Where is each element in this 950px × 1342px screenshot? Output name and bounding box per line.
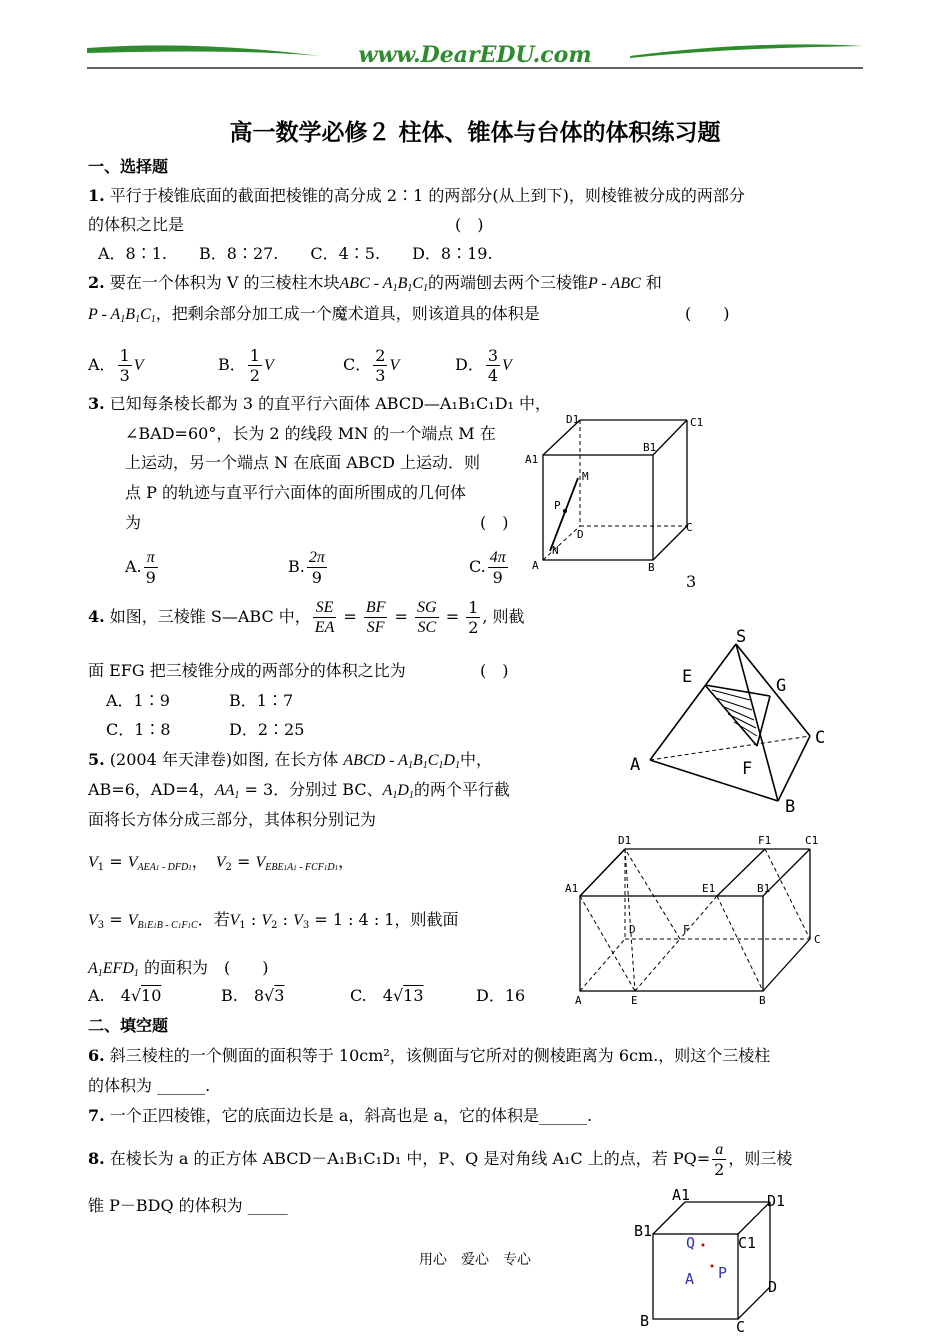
q5-figure — [565, 826, 830, 1006]
fig5-label-d: D — [629, 923, 636, 936]
fig8-label-p: P — [718, 1264, 728, 1282]
section-heading-fill: 二、填空题 — [88, 1016, 169, 1035]
fig5-label-b: B — [759, 994, 766, 1006]
q4-option-a: A．1∶9 — [106, 691, 170, 710]
q3-extra: 3 — [686, 572, 697, 591]
q4-figure — [620, 628, 840, 823]
fig8-label-a: A — [685, 1270, 695, 1288]
fig4-label-c: C — [815, 728, 826, 748]
fig3-label-p: P — [554, 499, 561, 512]
fig8-label-b1: B1 — [634, 1222, 653, 1240]
q2-paren: ( ) — [685, 304, 730, 323]
q1-options: A．8∶1. B．8∶27. C．4∶5. D．8∶19. — [98, 244, 493, 263]
fig8-label-q: Q — [686, 1234, 696, 1252]
q3-line4: 点 P 的轨迹与直平行六面体的面所围成的几何体 — [125, 483, 466, 502]
fig5-label-d1: D1 — [618, 834, 632, 847]
section-heading-choice: 一、选择题 — [88, 157, 169, 176]
header-banner — [85, 36, 865, 72]
fig3-label-a1: A1 — [525, 453, 539, 466]
q4-paren: ( ) — [480, 661, 509, 680]
fig4-label-f: F — [742, 759, 753, 779]
fig3-label-b1: B1 — [643, 441, 657, 454]
q4-option-b: B．1∶7 — [229, 691, 294, 710]
fig8-label-c1: C1 — [738, 1234, 757, 1252]
page-title: 高一数学必修２ 柱体、锥体与台体的体积练习题 — [229, 119, 721, 146]
q3-figure — [520, 408, 710, 574]
q8-line2: 锥 P－BDQ 的体积为 _____ — [88, 1196, 288, 1215]
q2-prism-name: ABC - $A_1B_1C_1$ — [339, 275, 429, 294]
fig3-label-d: D — [577, 528, 584, 541]
q5-options: A. 4√10 B. 8√3 C. 4√13 D．16 — [88, 986, 526, 1005]
fig5-label-a: A — [575, 994, 582, 1006]
fig5-label-f1: F1 — [758, 834, 772, 847]
fig8-label-a1: A1 — [672, 1186, 691, 1204]
page-footer: 用心 爱心 专心 — [419, 1252, 531, 1268]
q5-area: $A_1EFD_1$ 的面积为 ( ) — [88, 958, 269, 979]
fig4-label-g: G — [776, 676, 787, 696]
fig3-label-b: B — [648, 561, 655, 574]
q7-line: 7. 一个正四棱锥，它的底面边长是 a，斜高也是 a，它的体积是______. — [88, 1106, 593, 1125]
fig5-label-e: E — [631, 994, 638, 1006]
fig3-label-a: A — [532, 559, 539, 572]
q3-line5: 为 — [125, 513, 142, 532]
fig3-label-m: M — [582, 470, 589, 483]
q3-options: A. $\frac{\pi}{9}$ B. $\frac{2\pi}{9}$ C. $\frac{4\pi}{9}$ — [125, 549, 506, 587]
fig5-label-f: F — [683, 923, 690, 936]
q4-line1: 4. 如图，三棱锥 S—ABC 中， $\frac{SE}{EA}$ = $\frac{BF}{SF}$ = $\frac{SG}{SC}$ = $\frac{1}{2}$ , 则截 — [88, 598, 525, 637]
fig3-label-c: C — [686, 521, 693, 534]
q1-line1: 1. 平行于棱锥底面的截面把棱锥的高分成 2∶1 的两部分(从上到下)，则棱锥被分成的两部分 — [88, 186, 745, 205]
q5-line3: 面将长方体分成三部分，其体积分别记为 — [88, 810, 377, 829]
q4-option-d: D．2∶25 — [229, 720, 305, 739]
q4-option-c: C．1∶8 — [106, 720, 171, 739]
q3-line3: 上运动，另一个端点 N 在底面 ABCD 上运动．则 — [125, 453, 481, 472]
fig8-label-b: B — [640, 1312, 650, 1330]
q3-line1: 3. 已知每条棱长都为 3 的直平行六面体 ABCD—A₁B₁C₁D₁ 中， — [88, 394, 552, 413]
q2-line2: P - $A_1B_1C_1$，把剩余部分加工成一个魔术道具，则该道具的体积是 — [88, 304, 540, 325]
q5-line2: AB=6，AD=4，$AA_1 = 3$．分别过 BC、$A_1D_1$的两个平行截 — [88, 780, 510, 801]
fig8-label-c: C — [736, 1318, 746, 1336]
fig5-label-c: C — [814, 933, 821, 946]
fig5-label-c1: C1 — [805, 834, 819, 847]
q2-options: A． $\frac{1}{3}$ V B． $\frac{1}{2}$ V C． $\frac{2}{3}$ V D． $\frac{3}{4}$ V — [88, 346, 512, 385]
fig4-label-a: A — [630, 755, 641, 775]
q4-line2: 面 EFG 把三棱锥分成的两部分的体积之比为 — [88, 661, 406, 680]
q5-line1: 5. (2004 年天津卷)如图, 在长方体 ABCD - $A_1B_1C_1D_1$中， — [88, 750, 492, 771]
fig3-label-n: N — [552, 544, 559, 557]
q3-paren: ( ) — [480, 513, 509, 532]
q6-line1: 6. 斜三棱柱的一个侧面的面积等于 10cm²，该侧面与它所对的侧棱距离为 6cm.，则这个三棱柱 — [88, 1046, 771, 1065]
fig4-label-b: B — [785, 797, 796, 817]
fig5-label-a1: A1 — [565, 882, 579, 895]
fig3-label-d1: D1 — [566, 413, 580, 426]
fig4-label-s: S — [736, 628, 747, 647]
site-logo-text: www.DearEDU.com — [358, 42, 592, 68]
q1-paren: ( ) — [455, 215, 484, 234]
q1-line2: 的体积之比是 — [88, 215, 185, 234]
q6-line2: 的体积为 ______. — [88, 1076, 211, 1095]
fig5-label-e1: E1 — [702, 882, 716, 895]
q2-line1: 2. 要在一个体积为 V 的三棱柱木块ABC - $A_1B_1C_1$的两端刨去两个三棱锥P - ABC 和 — [88, 273, 662, 294]
q3-line2: ∠BAD=60°，长为 2 的线段 MN 的一个端点 M 在 — [125, 424, 496, 443]
q8-line1: 8. 在棱长为 a 的正方体 ABCD－A₁B₁C₁D₁ 中，P、Q 是对角线 A₁C 上的点，若 PQ= $\frac{a}{2}$ ，则三棱 — [88, 1141, 793, 1179]
fig3-label-c1: C1 — [690, 416, 704, 429]
q5-volumes: $V_1 = V_{AEA1 - DFD1}$， $V_2 = V_{EBE1A1 - FCF1D1}$， — [88, 852, 355, 873]
fig8-label-d1: D1 — [767, 1192, 786, 1210]
fig5-label-b1: B1 — [757, 882, 771, 895]
q5-ratio: $V_3 = V_{B1E1B - C1F1C}$．若$V_1$ : $V_2$ : $V_3 = 1$ : 4 : 1，则截面 — [88, 910, 459, 931]
fig8-label-d: D — [768, 1278, 778, 1296]
fig4-label-e: E — [682, 667, 693, 687]
